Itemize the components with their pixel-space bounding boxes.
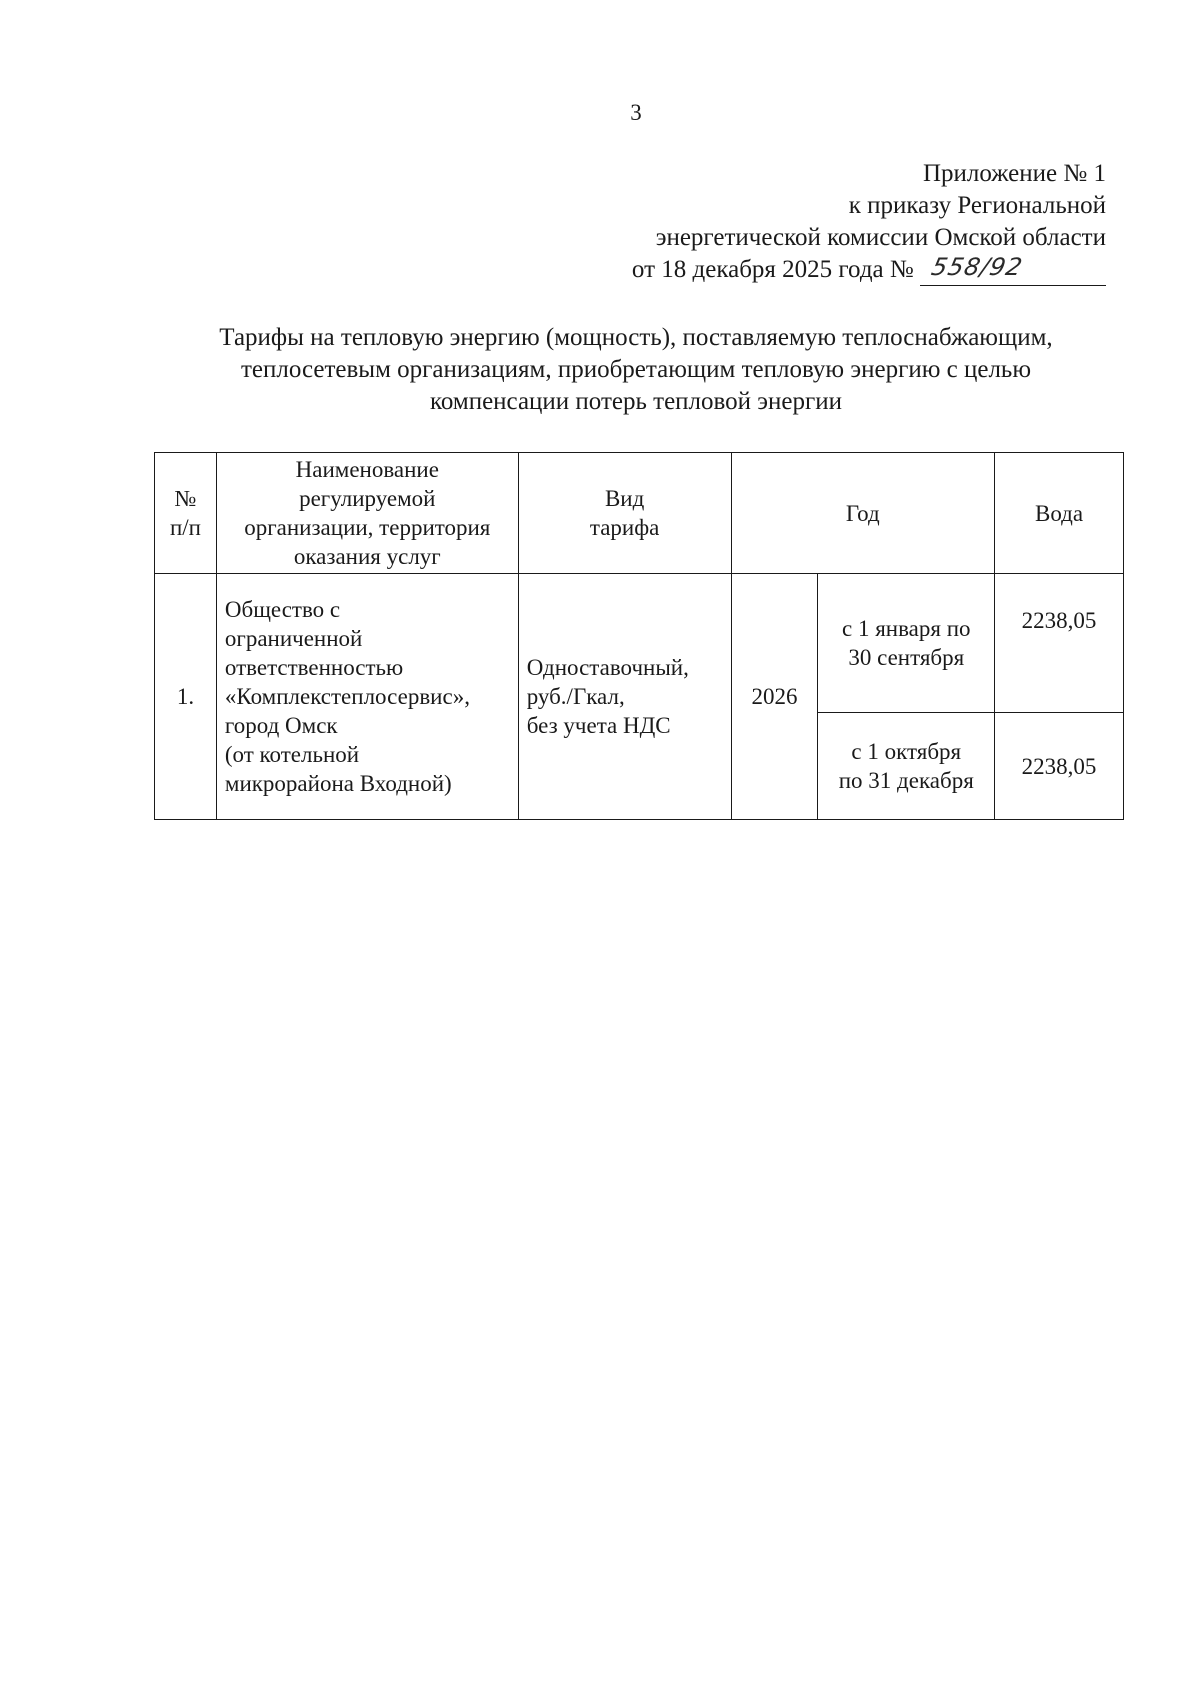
appendix-date-line: [632, 254, 1106, 286]
header-tariff-type: Вид тарифа: [518, 453, 731, 574]
title-line-3: компенсации потерь тепловой энергии: [429, 388, 843, 415]
table-header-row: [155, 453, 1124, 574]
page-number: 3: [630, 100, 642, 125]
header-year: Год: [731, 453, 995, 574]
tariff-type-cell: Одноставочный, руб./Гкал, без учета НДС: [518, 574, 731, 820]
document-title: [150, 322, 1122, 418]
appendix-commission: энергетической комиссии Омской области: [655, 224, 1106, 251]
period-cell: с 1 января по 30 сентября: [818, 574, 995, 713]
appendix-order-ref: к приказу Региональной: [848, 192, 1106, 219]
water-tariff-cell: 2238,05: [995, 574, 1124, 713]
title-line-1: Тарифы на тепловую энергию (мощность), поставляемую теплоснабжающим,: [219, 324, 1053, 351]
row-number: 1.: [155, 574, 217, 820]
organization-cell: Общество с ограниченной ответственностью «Комплекстеплосервис», город Омск (от котельной микрорайона Входной): [216, 574, 518, 820]
header-organization: Наименование регулируемой организации, территория оказания услуг: [216, 453, 518, 574]
order-number-field: [920, 255, 1106, 286]
appendix-date: от 18 декабря 2025 года №: [631, 256, 914, 283]
appendix-header: [632, 158, 1106, 286]
period-cell: с 1 октября по 31 декабря: [818, 713, 995, 820]
header-number: № п/п: [155, 453, 217, 574]
year-cell: 2026: [731, 574, 818, 820]
water-tariff-cell: 2238,05: [995, 713, 1124, 820]
table-row: [155, 574, 1124, 713]
appendix-title: Приложение № 1: [922, 160, 1106, 187]
header-water: Вода: [995, 453, 1124, 574]
title-line-2: теплосетевым организациям, приобретающим тепловую энергию с целью: [240, 356, 1031, 383]
tariff-table: [154, 452, 1124, 820]
handwritten-order-number: 558/92: [929, 253, 1026, 281]
